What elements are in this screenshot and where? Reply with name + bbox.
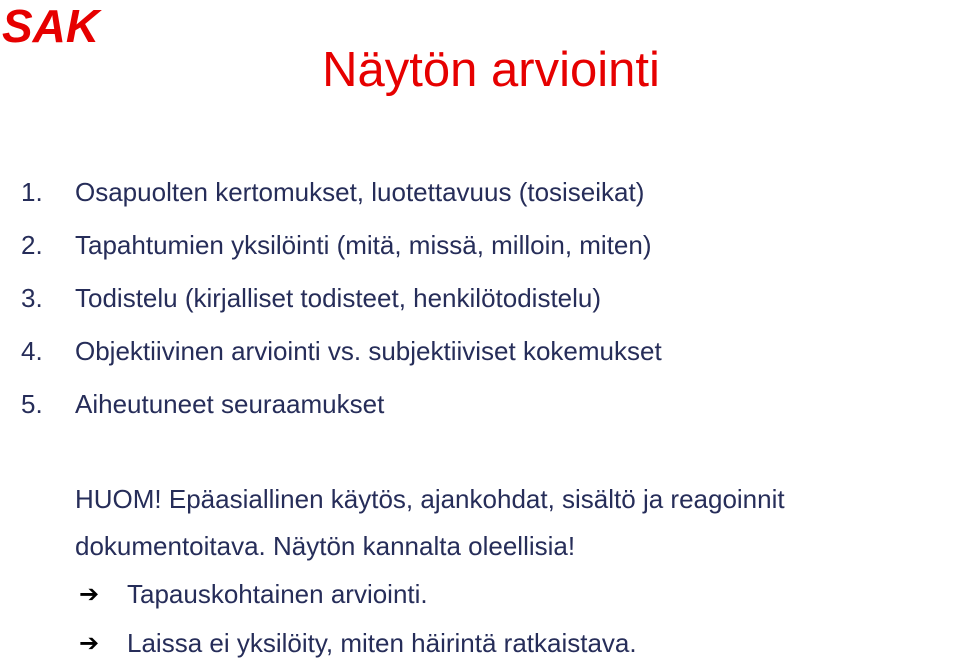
list-item-number: 2.: [21, 230, 43, 260]
slide-title: Näytön arviointi: [322, 43, 660, 97]
list-item-text: Osapuolten kertomukset, luotettavuus (tosiseikat): [75, 177, 645, 207]
list-item: [21, 378, 662, 431]
list-item: [21, 166, 662, 219]
list-item-number: 1.: [21, 177, 43, 207]
arrow-item: [79, 621, 637, 665]
arrow-right-icon: ➔: [79, 629, 100, 657]
note-line: dokumentoitava. Näytön kannalta oleellisia!: [75, 531, 576, 561]
list-item: [21, 272, 662, 325]
sak-logo-text: SAK: [2, 2, 100, 46]
note-line: HUOM! Epäasiallinen käytös, ajankohdat, sisältö ja reagoinnit: [75, 484, 785, 514]
arrow-right-icon: ➔: [79, 580, 100, 608]
note-block: [75, 476, 785, 570]
list-item: [21, 325, 662, 378]
list-item-number: 5.: [21, 389, 43, 419]
arrow-item: [79, 572, 428, 616]
criteria-list: [21, 166, 662, 431]
arrow-item-text: Laissa ei yksilöity, miten häirintä ratkaistava.: [127, 627, 637, 658]
list-item-text: Aiheutuneet seuraamukset: [75, 389, 385, 419]
list-item-text: Objektiivinen arviointi vs. subjektiiviset kokemukset: [75, 336, 662, 366]
list-item-text: Tapahtumien yksilöinti (mitä, missä, milloin, miten): [75, 230, 652, 260]
list-item-number: 3.: [21, 283, 43, 313]
list-item-number: 4.: [21, 336, 43, 366]
list-item: [21, 219, 662, 272]
arrow-item-text: Tapauskohtainen arviointi.: [127, 578, 428, 609]
list-item-text: Todistelu (kirjalliset todisteet, henkilötodistelu): [75, 283, 602, 313]
